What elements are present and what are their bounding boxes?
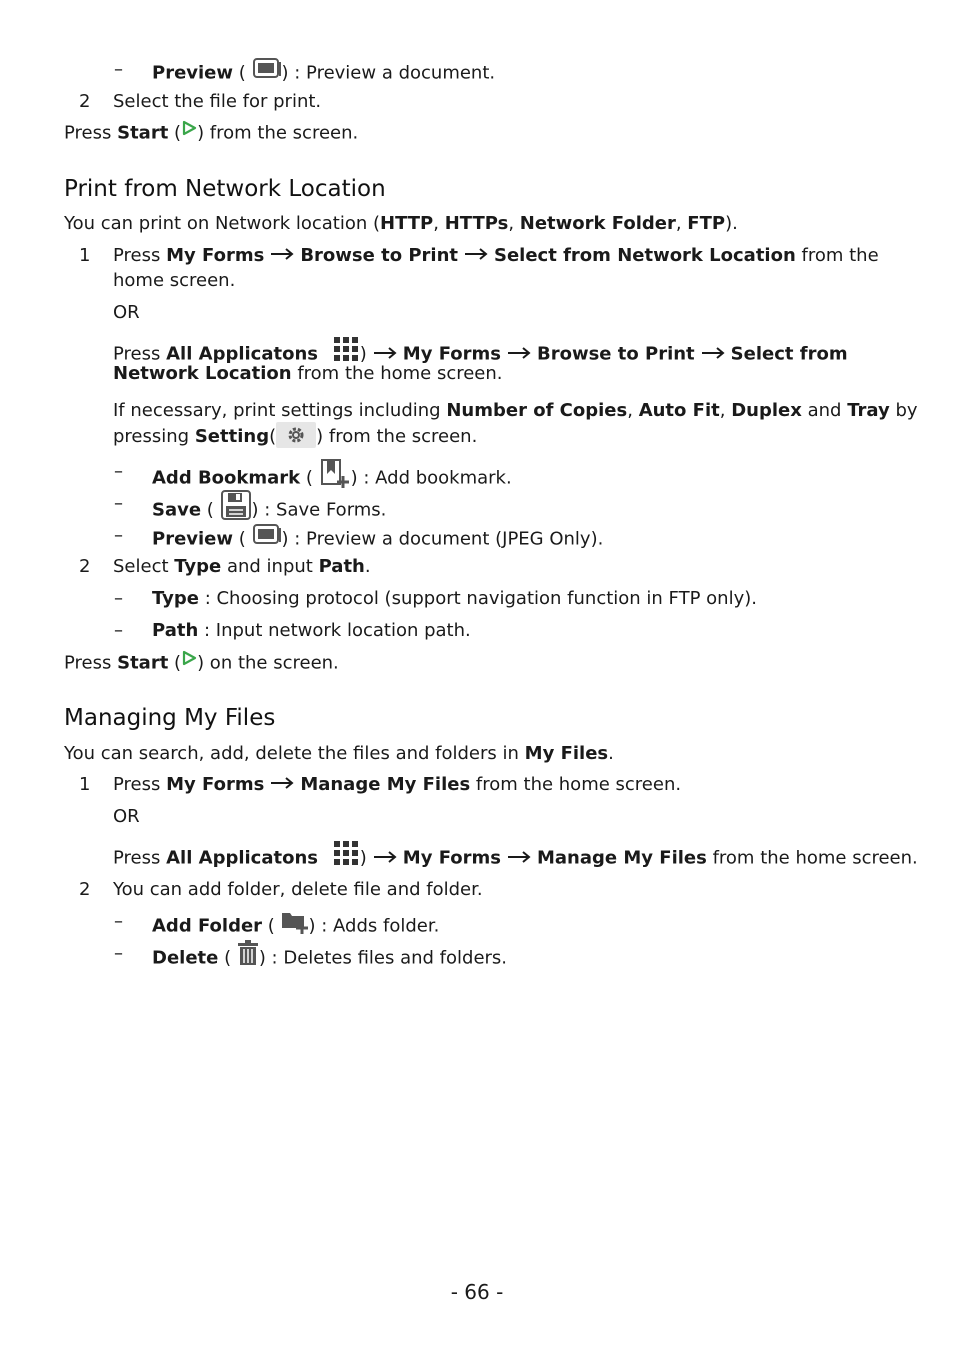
gear-icon bbox=[276, 422, 316, 448]
add-bookmark-icon bbox=[319, 458, 351, 495]
grid-apps-icon bbox=[332, 839, 360, 874]
save-icon bbox=[220, 490, 252, 527]
start-label: Start bbox=[117, 122, 169, 144]
preview-icon bbox=[252, 522, 282, 553]
list-dash: – bbox=[114, 59, 123, 80]
preview-desc: ) : Preview a document. bbox=[281, 62, 496, 84]
save-item: Save ( ) : Save Forms. bbox=[152, 492, 386, 529]
step-text: Select the file for print. bbox=[113, 91, 322, 112]
preview-icon bbox=[252, 56, 282, 87]
delete-item: Delete ( ) : Deletes files and folders. bbox=[152, 942, 507, 975]
step-number: 1 bbox=[79, 774, 91, 795]
add-folder-item: Add Folder ( ) : Adds folder. bbox=[152, 910, 439, 943]
step-number: 2 bbox=[79, 556, 91, 577]
arrow-right-icon bbox=[701, 342, 725, 366]
press-start-line: Press Start ( ) from the screen. bbox=[64, 121, 358, 146]
page-number: - 66 - bbox=[450, 1280, 504, 1304]
settings-line1: If necessary, print settings including Number of Copies, Auto Fit, Duplex and Tray by bbox=[113, 400, 918, 421]
or-text: OR bbox=[113, 302, 140, 323]
network-step1-alt: Press All Applicatons ) My Forms Browse to Print Select from bbox=[113, 337, 848, 372]
preview-label: Preview bbox=[152, 62, 234, 84]
add-folder-icon bbox=[281, 908, 309, 941]
step-number: 2 bbox=[79, 879, 91, 900]
network-intro: You can print on Network location (HTTP, HTTPs, Network Folder, FTP). bbox=[64, 213, 738, 234]
arrow-right-icon bbox=[270, 772, 294, 796]
myfiles-intro: You can search, add, delete the files and folders in My Files. bbox=[64, 743, 614, 764]
preview-item: Preview ( ) : Preview a document (JPEG Only). bbox=[152, 524, 603, 555]
network-step1-line1: Press My Forms Browse to Print Select from Network Location from the bbox=[113, 245, 879, 266]
step-number: 2 bbox=[79, 91, 91, 112]
settings-line2: pressing Setting( ) from the screen. bbox=[113, 424, 477, 450]
arrow-right-icon bbox=[270, 243, 294, 267]
arrow-right-icon bbox=[464, 243, 488, 267]
arrow-right-icon bbox=[507, 342, 531, 366]
start-play-icon bbox=[181, 119, 197, 144]
or-text: OR bbox=[113, 806, 140, 827]
path-item: Path : Input network location path. bbox=[152, 620, 471, 641]
myfiles-step1-alt: Press All Applicatons ) My Forms Manage My Files from the home screen. bbox=[113, 841, 918, 876]
preview-item: Preview ( ) : Preview a document. bbox=[152, 58, 495, 89]
arrow-right-icon bbox=[507, 846, 531, 870]
press-start-line: Press Start ( ) on the screen. bbox=[64, 651, 339, 676]
step-text: You can add folder, delete file and folder. bbox=[113, 879, 483, 900]
myfiles-step1: Press My Forms Manage My Files from the home screen. bbox=[113, 774, 682, 795]
start-play-icon bbox=[181, 649, 197, 674]
network-step2: Select Type and input Path. bbox=[113, 556, 371, 577]
section-heading: Print from Network Location bbox=[64, 176, 386, 202]
trash-icon bbox=[237, 940, 259, 973]
step-number: 1 bbox=[79, 245, 91, 266]
section-heading: Managing My Files bbox=[64, 705, 276, 731]
type-item: Type : Choosing protocol (support navigation function in FTP only). bbox=[152, 588, 757, 609]
arrow-right-icon bbox=[373, 846, 397, 870]
add-bookmark-item: Add Bookmark ( ) : Add bookmark. bbox=[152, 460, 512, 497]
